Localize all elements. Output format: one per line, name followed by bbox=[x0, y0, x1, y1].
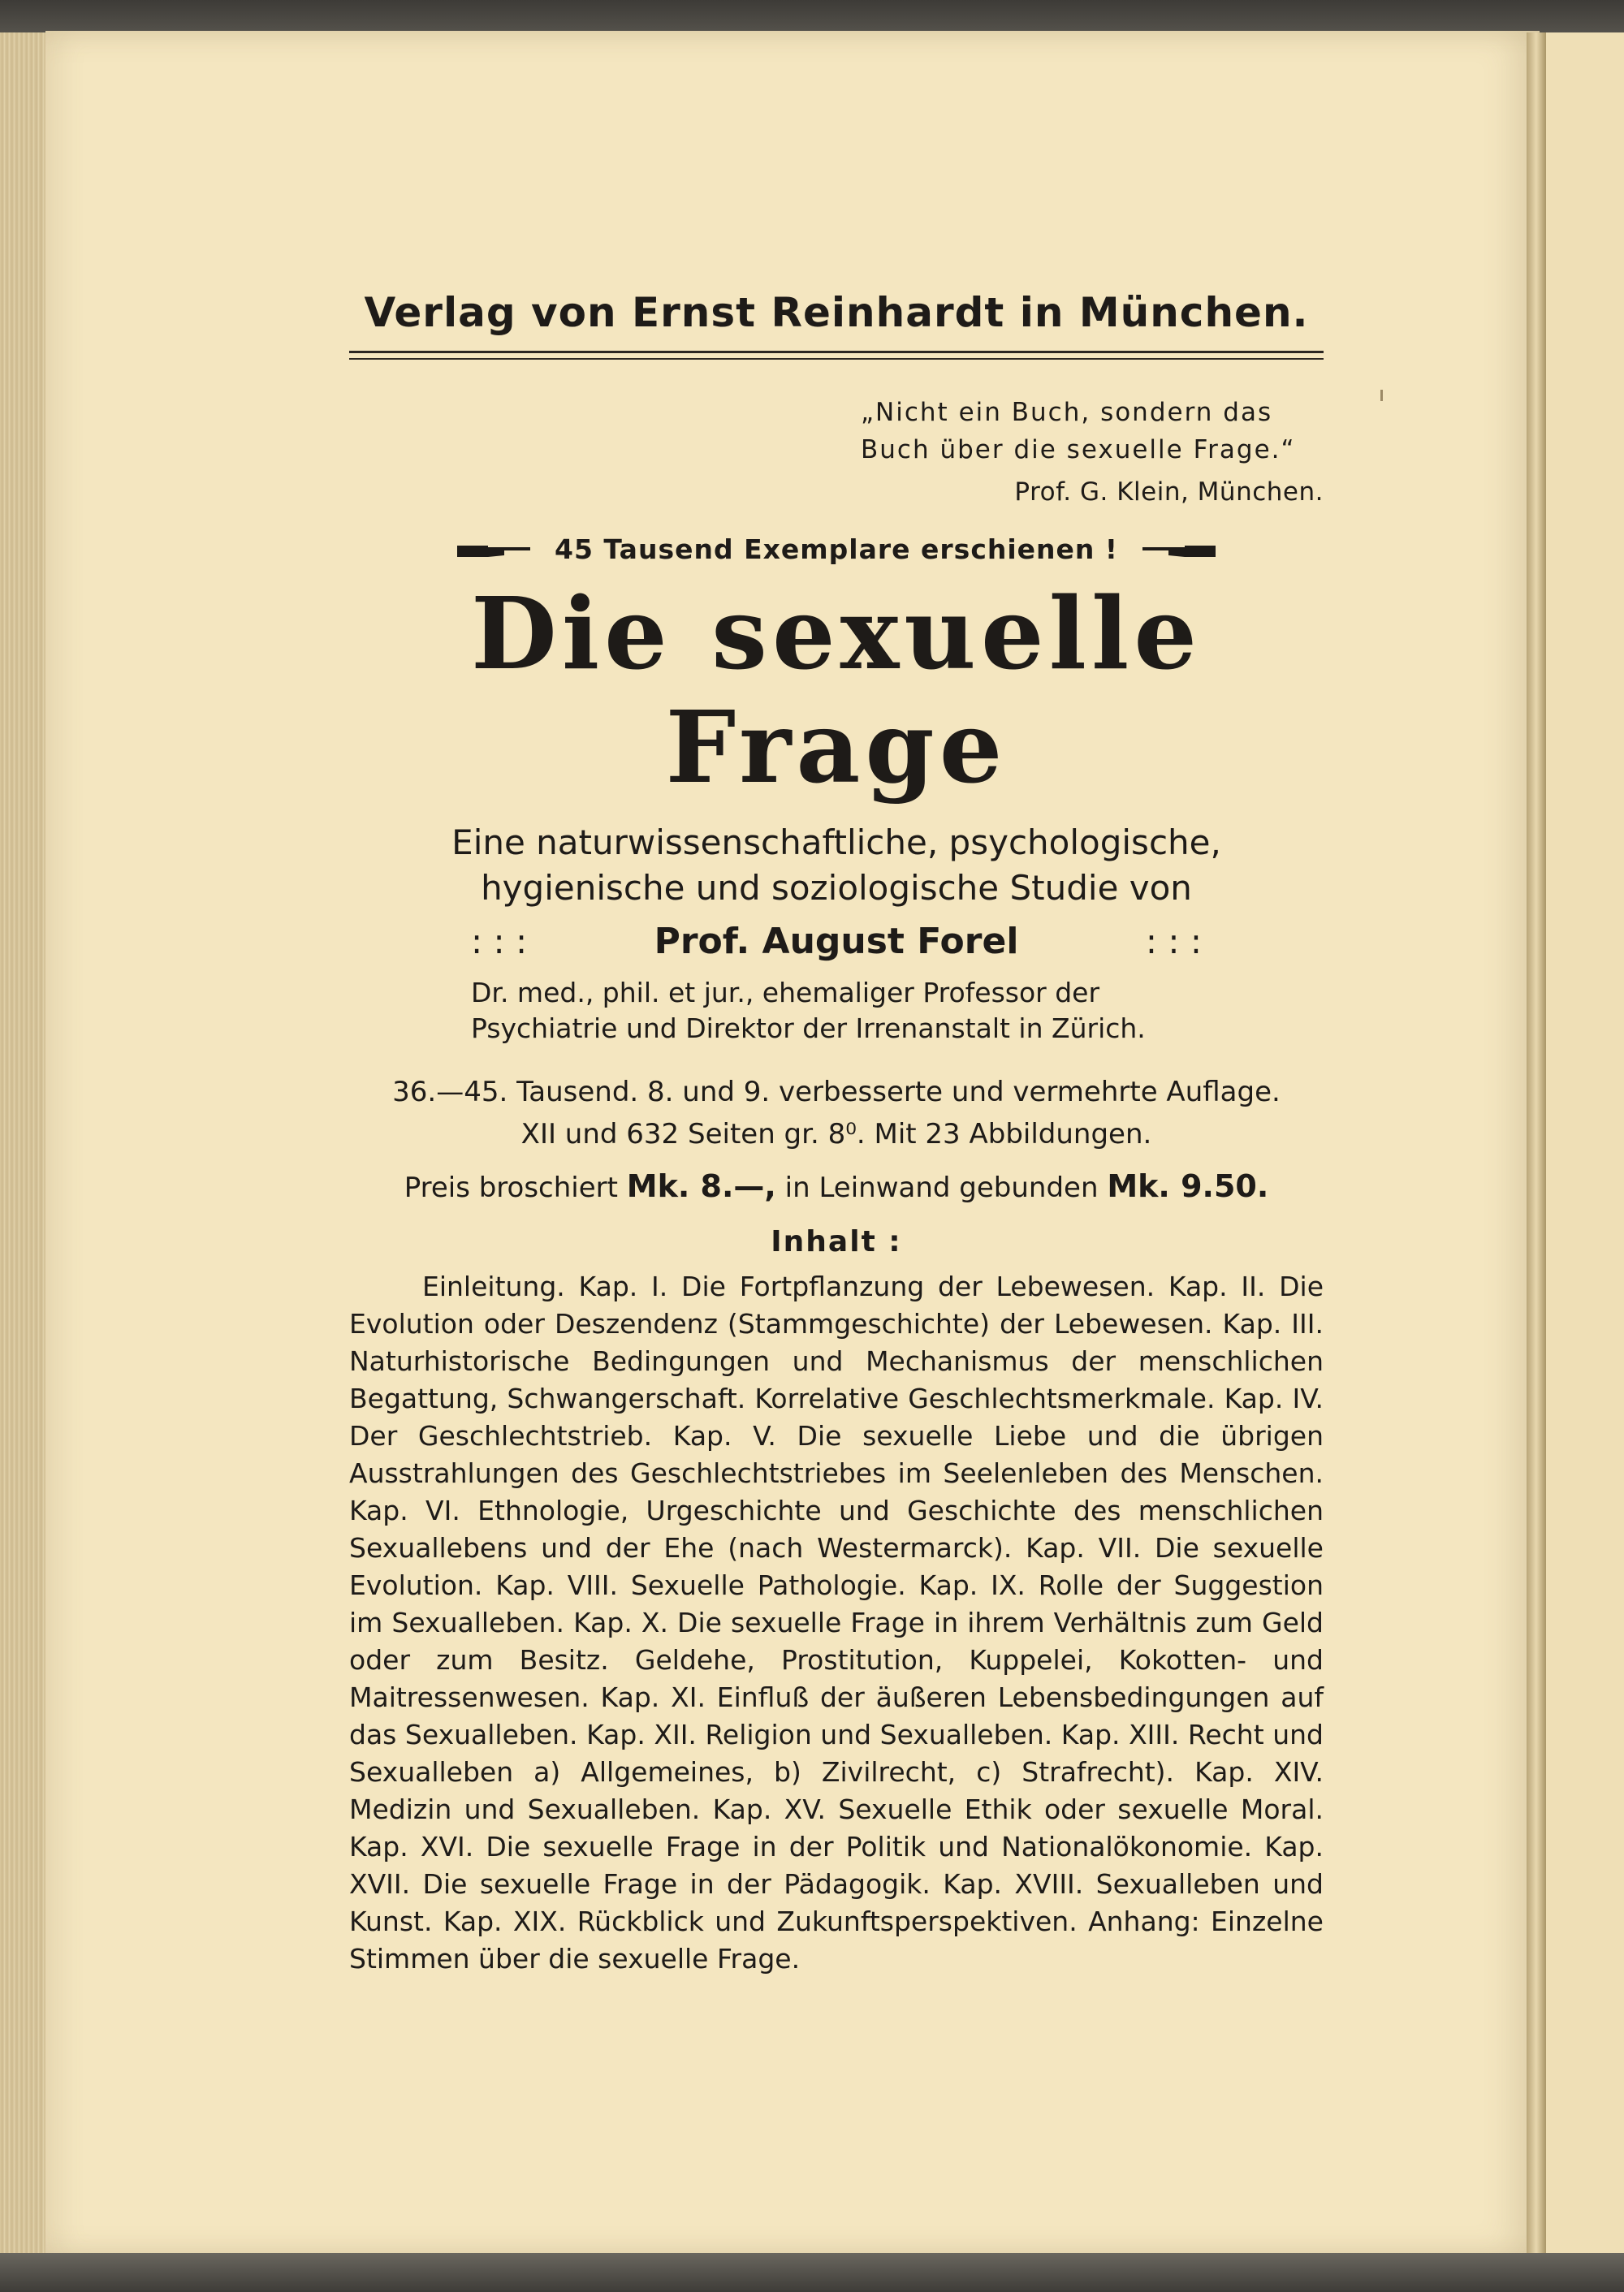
subtitle-line: Eine naturwissenschaftliche, psychologische, bbox=[451, 822, 1221, 862]
facing-page-edge bbox=[1543, 32, 1624, 2261]
price-label: in Leinwand gebunden bbox=[784, 1172, 1099, 1204]
quote-author: Prof. G. Klein, München. bbox=[1014, 477, 1324, 507]
ornament-right: : : : bbox=[1145, 922, 1202, 961]
book-title: Die sexuelle Frage bbox=[471, 575, 1202, 805]
quote-line: „Nicht ein Buch, sondern das bbox=[861, 398, 1273, 427]
credentials-line: Psychiatrie und Direktor der Irrenanstalt in Zürich. bbox=[471, 1012, 1146, 1044]
edition-line: 36.—45. Tausend. 8. und 9. verbesserte und vermehrte Auflage. bbox=[392, 1076, 1281, 1108]
author-name: Prof. August Forel bbox=[654, 921, 1019, 962]
book-gutter bbox=[1527, 32, 1546, 2261]
subtitle bbox=[349, 820, 1324, 911]
price-label: Preis broschiert bbox=[404, 1172, 618, 1204]
credentials-line: Dr. med., phil. et jur., ehemaliger Professor der bbox=[471, 977, 1100, 1008]
copies-text: 45 Tausend Exemplare erschienen ! bbox=[555, 533, 1118, 565]
price-paperback: Mk. 8.—, bbox=[626, 1168, 776, 1204]
double-rule bbox=[349, 351, 1324, 360]
edition-line: XII und 632 Seiten gr. 8⁰. Mit 23 Abbildungen. bbox=[520, 1118, 1152, 1150]
price-hardcover: Mk. 9.50. bbox=[1107, 1168, 1269, 1204]
subtitle-line: hygienische und soziologische Studie von bbox=[481, 868, 1192, 908]
edition-info bbox=[349, 1071, 1324, 1155]
author-credentials bbox=[349, 975, 1324, 1047]
author-line bbox=[349, 921, 1324, 962]
ornament-left: : : : bbox=[471, 922, 528, 961]
quote-line: Buch über die sexuelle Frage.“ bbox=[861, 435, 1296, 464]
quote-block bbox=[861, 394, 1324, 511]
advertisement bbox=[349, 276, 1324, 1978]
contents-heading: Inhalt : bbox=[771, 1225, 902, 1258]
page-speck bbox=[1380, 390, 1383, 401]
publisher-heading: Verlag von Ernst Reinhardt in München. bbox=[364, 289, 1309, 336]
pointing-hand-right-icon bbox=[456, 542, 545, 560]
copies-notice bbox=[349, 533, 1324, 565]
book-edge-bottom bbox=[0, 2253, 1624, 2292]
page-stack-edge bbox=[0, 32, 49, 2261]
contents-text: Einleitung. Kap. I. Die Fortpflanzung der Lebewesen. Kap. II. Die Evolution oder Deszendenz (Stammgeschichte) der Lebewesen. Kap. III. Naturhistorische Bedingungen und Mechanismus der menschlichen Begattung, Schwangerschaft. Korrelative Geschlechtsmerkmale. Kap. IV. Der Geschlechtstrieb. Kap. V. Die sexuelle Liebe und die übrigen Ausstrahlungen des Geschlechtstriebes im Seelenleben des Menschen. Kap. VI. Ethnologie, Urgeschichte und Geschichte des menschlichen Sexuallebens und der Ehe (nach Westermarck). Kap. VII. Die sexuelle Evolution. Kap. VIII. Sexuelle Pathologie. Kap. IX. Rolle der Suggestion im Sexualleben. Kap. X. Die sexuelle Frage in ihrem Verhältnis zum Geld oder zum Besitz. Geldehe, Prostitution, Kuppelei, Kokotten- und Maitressenwesen. Kap. XI. Einfluß der äußeren Lebensbedingungen auf das Sexualleben. Kap. XII. Religion und Sexualleben. Kap. XIII. Recht und Sexualleben a) Allgemeines, b) Zivilrecht, c) Strafrecht). Kap. XIV. Medizin und Sexualleben. Kap. XV. Sexuelle Ethik oder sexuelle Moral. Kap. XVI. Die sexuelle Frage in der Politik und Nationalökonomie. Kap. XVII. Die sexuelle Frage in der Pädagogik. Kap. XVIII. Sexualleben und Kunst. Kap. XIX. Rückblick und Zukunftsperspektiven. Anhang: Einzelne Stimmen über die sexuelle Frage. bbox=[349, 1271, 1324, 1975]
pointing-hand-left-icon bbox=[1128, 542, 1217, 560]
price-line bbox=[349, 1168, 1324, 1204]
